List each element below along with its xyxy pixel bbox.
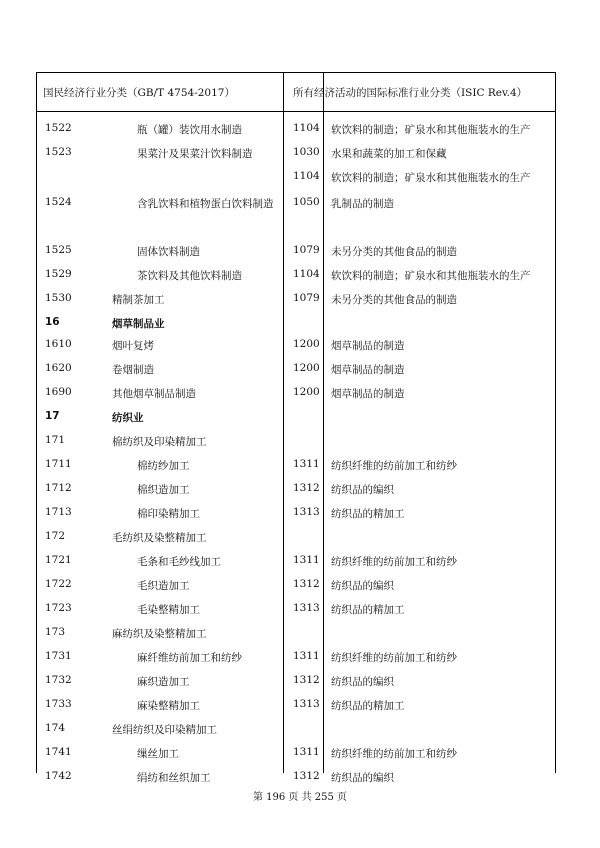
table-row <box>37 765 555 789</box>
isic-code: 1104 <box>293 122 320 134</box>
gb-code: 1523 <box>45 146 72 158</box>
isic-name: 纺织品的编织 <box>331 580 394 592</box>
isic-code: 1312 <box>293 674 320 686</box>
isic-code: 1200 <box>293 362 320 374</box>
gb-code: 1522 <box>45 122 72 134</box>
gb-code: 1741 <box>45 746 72 758</box>
gb-code: 1712 <box>45 482 72 494</box>
gb-name: 毛条和毛纱线加工 <box>137 556 221 568</box>
isic-name: 纺织纤维的纺前加工和纺纱 <box>331 556 457 568</box>
table-header <box>37 73 555 112</box>
isic-name: 纺织纤维的纺前加工和纺纱 <box>331 460 457 472</box>
gb-name: 烟叶复烤 <box>112 340 154 352</box>
table-row <box>37 717 555 741</box>
isic-code: 1200 <box>293 338 320 350</box>
table-row <box>37 549 555 573</box>
table-row <box>37 597 555 621</box>
isic-code: 1079 <box>293 292 320 304</box>
isic-name: 烟草制品的制造 <box>331 340 405 352</box>
gb-code: 1733 <box>45 698 72 710</box>
isic-code: 1311 <box>293 554 320 566</box>
isic-code: 1050 <box>293 196 320 208</box>
isic-name: 纺织品的编织 <box>331 484 394 496</box>
gb-name: 缫丝加工 <box>137 748 179 760</box>
gb-code: 1713 <box>45 506 72 518</box>
isic-name: 纺织品的编织 <box>331 676 394 688</box>
isic-code: 1104 <box>293 170 320 182</box>
isic-name: 软饮料的制造；矿泉水和其他瓶装水的生产 <box>331 172 531 184</box>
gb-code: 1525 <box>45 244 72 256</box>
isic-name: 纺织品的精加工 <box>331 508 405 520</box>
table-row <box>37 669 555 693</box>
gb-name: 绢纺和丝织加工 <box>137 772 211 784</box>
table-row <box>37 525 555 549</box>
table-row <box>37 141 555 165</box>
gb-name: 棉纺织及印染精加工 <box>112 436 207 448</box>
table-row <box>37 357 555 381</box>
isic-code: 1313 <box>293 698 320 710</box>
table-row <box>37 165 555 189</box>
isic-code: 1313 <box>293 506 320 518</box>
isic-code: 1313 <box>293 602 320 614</box>
gb-code: 171 <box>45 434 66 446</box>
gb-name: 茶饮料及其他饮料制造 <box>137 270 242 282</box>
gb-code: 172 <box>45 530 66 542</box>
gb-code: 1722 <box>45 578 72 590</box>
table-row <box>37 621 555 645</box>
isic-code: 1104 <box>293 268 320 280</box>
table-row <box>37 453 555 477</box>
gb-code: 174 <box>45 722 66 734</box>
table-row <box>37 693 555 717</box>
gb-code: 1732 <box>45 674 72 686</box>
gb-code: 1711 <box>45 458 72 470</box>
classification-table <box>36 72 556 784</box>
gb-name: 毛织造加工 <box>137 580 190 592</box>
gb-name: 固体饮料制造 <box>137 246 200 258</box>
isic-name: 纺织纤维的纺前加工和纺纱 <box>331 652 457 664</box>
gb-name: 毛纺织及染整精加工 <box>112 532 207 544</box>
isic-code: 1312 <box>293 482 320 494</box>
table-row <box>37 429 555 453</box>
gb-code: 1723 <box>45 602 72 614</box>
gb-code: 17 <box>45 410 60 422</box>
isic-code: 1311 <box>293 650 320 662</box>
table-row <box>37 741 555 765</box>
isic-code: 1312 <box>293 578 320 590</box>
table-row <box>37 501 555 525</box>
gb-code: 1524 <box>45 196 72 208</box>
gb-code: 1731 <box>45 650 72 662</box>
isic-name: 未另分类的其他食品的制造 <box>331 246 457 258</box>
gb-name: 毛染整精加工 <box>137 604 200 616</box>
isic-name: 软饮料的制造；矿泉水和其他瓶装水的生产 <box>331 270 531 282</box>
gb-name: 棉纺纱加工 <box>137 460 190 472</box>
table-row <box>37 311 555 335</box>
gb-name: 丝绢纺织及印染精加工 <box>112 724 217 736</box>
gb-code: 173 <box>45 626 66 638</box>
gb-name: 麻染整精加工 <box>137 700 200 712</box>
table-row <box>37 217 555 241</box>
gb-name: 精制茶加工 <box>112 294 165 306</box>
header-isic: 所有经济活动的国际标准行业分类（ISIC Rev.4） <box>293 87 528 99</box>
isic-code: 1311 <box>293 746 320 758</box>
isic-name: 烟草制品的制造 <box>331 364 405 376</box>
page-footer: 第 196 页 共 255 页 <box>252 792 348 803</box>
gb-name: 其他烟草制品制造 <box>112 388 196 400</box>
gb-code: 1721 <box>45 554 72 566</box>
isic-code: 1079 <box>293 244 320 256</box>
gb-name: 纺织业 <box>112 412 144 424</box>
table-row <box>37 573 555 597</box>
gb-code: 1610 <box>45 338 72 350</box>
gb-code: 1620 <box>45 362 72 374</box>
isic-name: 水果和蔬菜的加工和保藏 <box>331 148 447 160</box>
gb-name: 烟草制品业 <box>112 318 165 330</box>
gb-name: 果菜汁及果菜汁饮料制造 <box>137 148 253 160</box>
isic-name: 纺织品的精加工 <box>331 604 405 616</box>
gb-code: 16 <box>45 316 60 328</box>
table-row <box>37 287 555 311</box>
gb-code: 1529 <box>45 268 72 280</box>
gb-name: 卷烟制造 <box>112 364 154 376</box>
isic-code: 1312 <box>293 770 320 782</box>
isic-name: 未另分类的其他食品的制造 <box>331 294 457 306</box>
isic-code: 1030 <box>293 146 320 158</box>
table-row <box>37 381 555 405</box>
isic-code: 1200 <box>293 386 320 398</box>
table-row <box>37 263 555 287</box>
gb-name: 麻纤维纺前加工和纺纱 <box>137 652 242 664</box>
isic-name: 纺织品的精加工 <box>331 700 405 712</box>
gb-name: 麻织造加工 <box>137 676 190 688</box>
isic-name: 乳制品的制造 <box>331 198 394 210</box>
table-row <box>37 477 555 501</box>
isic-name: 软饮料的制造；矿泉水和其他瓶装水的生产 <box>331 124 531 136</box>
gb-code: 1742 <box>45 770 72 782</box>
table-row <box>37 239 555 263</box>
table-row <box>37 191 555 215</box>
table-row <box>37 117 555 141</box>
isic-name: 纺织纤维的纺前加工和纺纱 <box>331 748 457 760</box>
gb-code: 1690 <box>45 386 72 398</box>
isic-code: 1311 <box>293 458 320 470</box>
table-row <box>37 645 555 669</box>
header-gb: 国民经济行业分类（GB/T 4754-2017） <box>43 87 235 99</box>
table-row <box>37 405 555 429</box>
gb-name: 含乳饮料和植物蛋白饮料制造 <box>137 198 274 210</box>
isic-name: 纺织品的编织 <box>331 772 394 784</box>
gb-name: 棉印染精加工 <box>137 508 200 520</box>
gb-name: 瓶（罐）装饮用水制造 <box>137 124 242 136</box>
isic-name: 烟草制品的制造 <box>331 388 405 400</box>
table-row <box>37 333 555 357</box>
gb-name: 棉织造加工 <box>137 484 190 496</box>
gb-code: 1530 <box>45 292 72 304</box>
gb-name: 麻纺织及染整精加工 <box>112 628 207 640</box>
